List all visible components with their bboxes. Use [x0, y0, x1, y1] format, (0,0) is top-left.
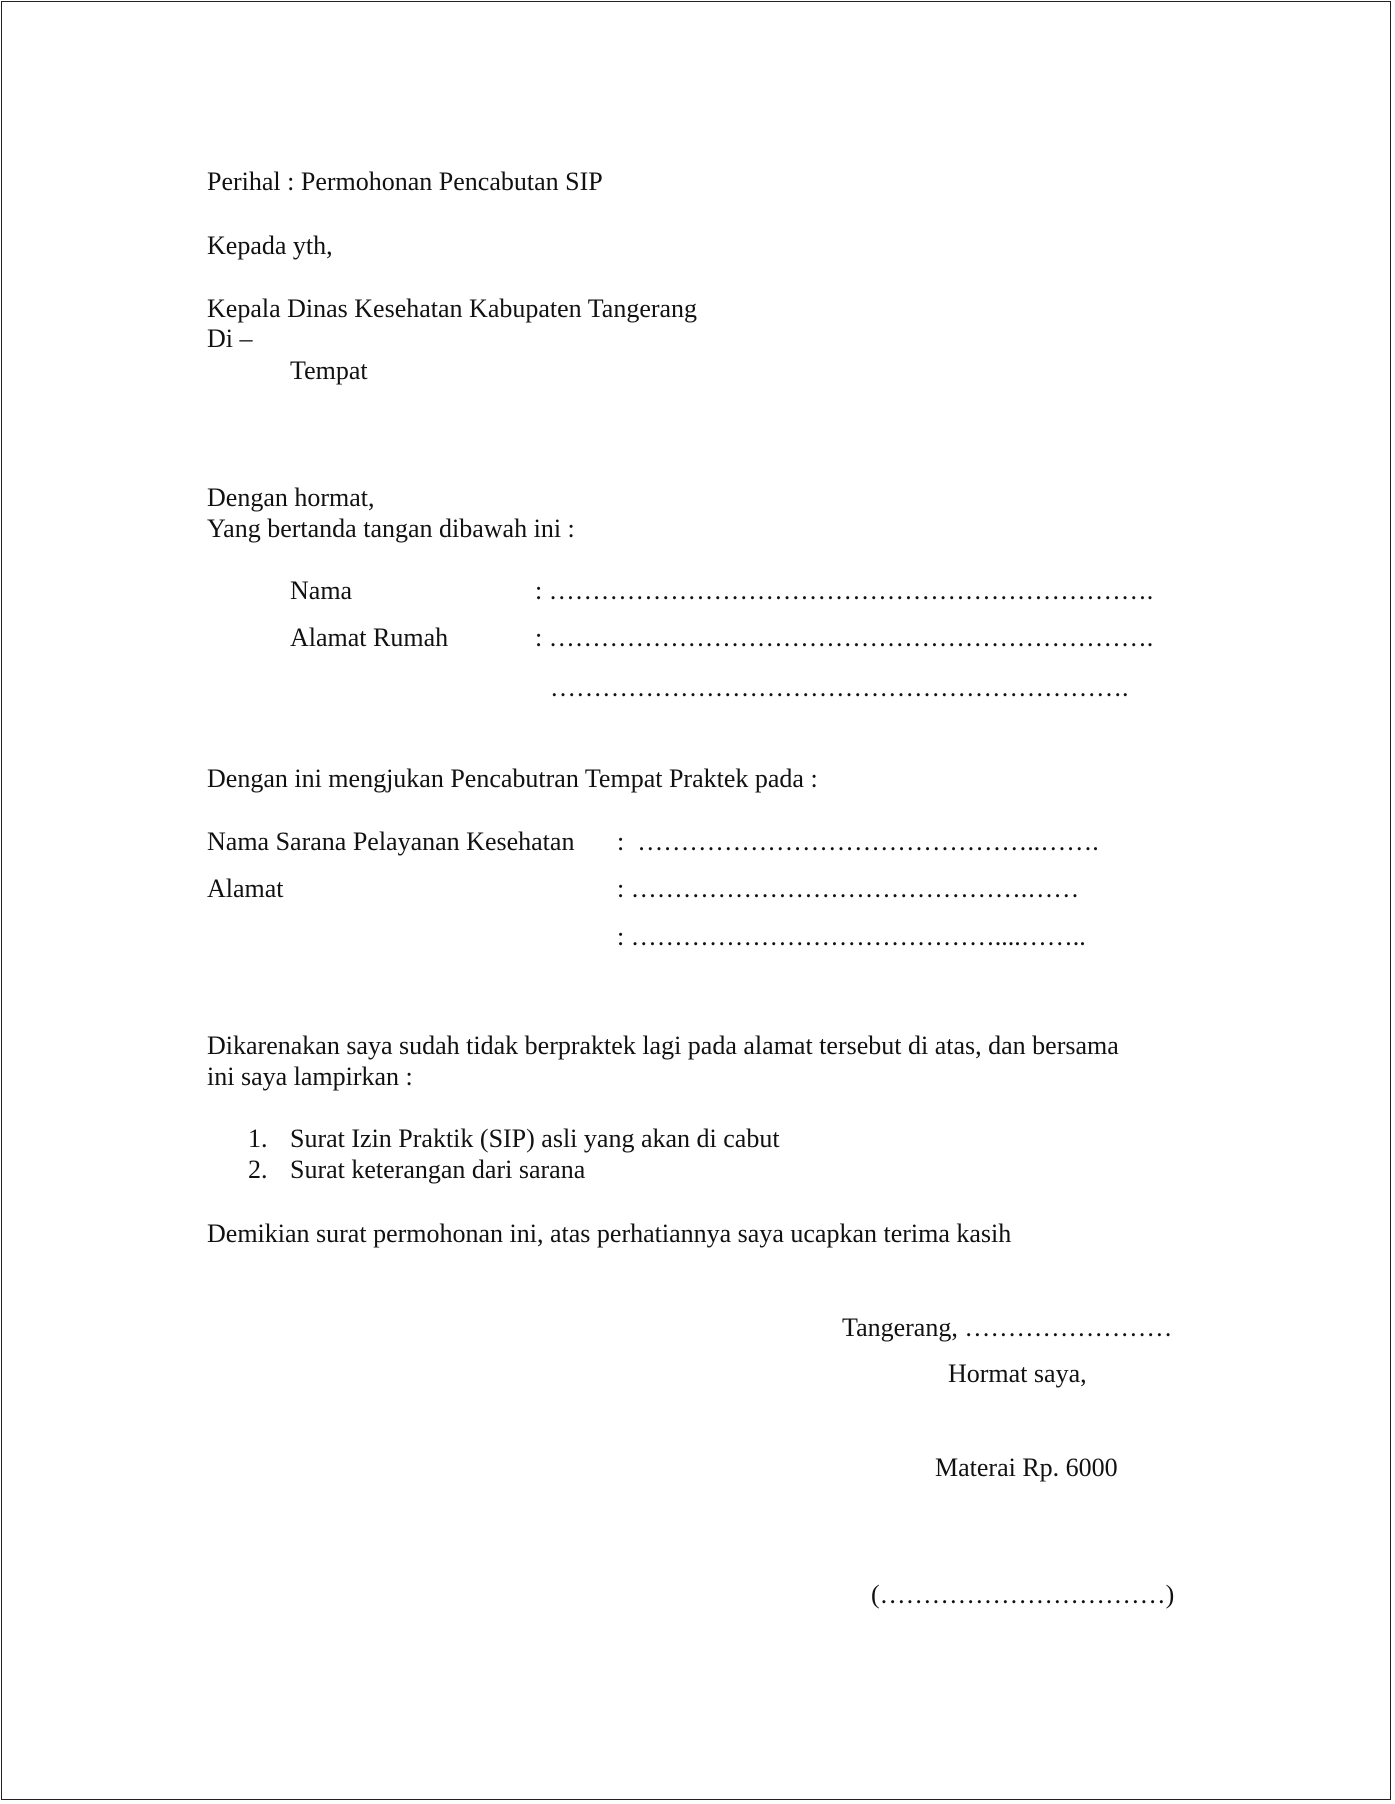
facility-name-label: Nama Sarana Pelayanan Kesehatan — [207, 827, 575, 856]
applicant-name-label: Nama — [290, 576, 353, 605]
applicant-address-blank: : ……………………………………………………………. — [535, 623, 1154, 652]
recipient-place: Tempat — [290, 356, 368, 385]
signature-name-blank: (……………………………) — [871, 1580, 1175, 1609]
facility-address-blank-2: : ……………………………………....…….. — [617, 922, 1086, 951]
salutation: Dengan hormat, — [207, 483, 375, 512]
intro-text: Yang bertanda tangan dibawah ini : — [207, 514, 575, 543]
recipient: Kepala Dinas Kesehatan Kabupaten Tangerang — [207, 294, 698, 323]
applicant-name-blank: : ……………………………………………………………. — [535, 576, 1154, 605]
attachment-number: 1. — [248, 1124, 268, 1153]
closing-sentence: Demikian surat permohonan ini, atas perhatiannya saya ucapkan terima kasih — [207, 1219, 1012, 1248]
attachment-number: 2. — [248, 1155, 268, 1184]
recipient-di: Di – — [207, 324, 253, 353]
stamp-duty-note: Materai Rp. 6000 — [935, 1453, 1118, 1482]
applicant-address-blank-2: …………………………………………………………. — [550, 673, 1129, 702]
attachment-item: Surat keterangan dari sarana — [290, 1155, 586, 1184]
signature-place-date: Tangerang, …………………… — [842, 1313, 1173, 1342]
facility-address-label: Alamat — [207, 874, 284, 903]
greeting: Kepada yth, — [207, 231, 333, 260]
applicant-address-label: Alamat Rumah — [290, 623, 449, 652]
subject-line: Perihal : Permohonan Pencabutan SIP — [207, 167, 603, 196]
letter-page — [1, 1, 1391, 1800]
attachment-item: Surat Izin Praktik (SIP) asli yang akan di cabut — [290, 1124, 780, 1153]
facility-name-blank: : ………………………………………..……. — [617, 827, 1099, 856]
reason-line-1: Dikarenakan saya sudah tidak berpraktek lagi pada alamat tersebut di atas, dan bersama — [207, 1031, 1119, 1060]
reason-line-2: ini saya lampirkan : — [207, 1062, 413, 1091]
facility-address-blank: : ……………………………………….…… — [617, 874, 1080, 903]
signature-regards: Hormat saya, — [948, 1359, 1087, 1388]
request-intro: Dengan ini mengjukan Pencabutran Tempat Praktek pada : — [207, 764, 818, 793]
